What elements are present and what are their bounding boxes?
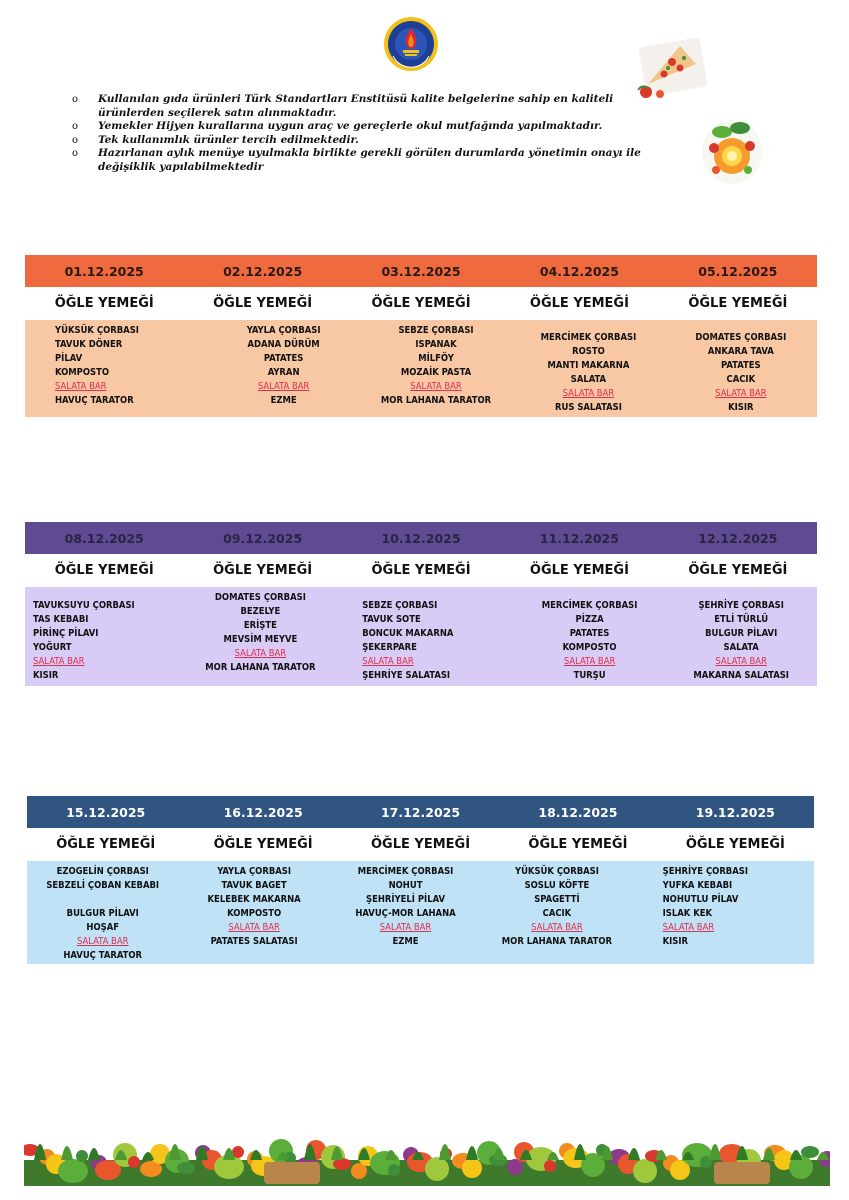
day-menu [336,591,514,686]
notes-list [72,93,652,174]
menu-item: KISIR [662,936,689,947]
menu-item: MİLFÖY [418,353,454,364]
meal-label: ÖĞLE YEMEĞİ [685,837,785,852]
menu-item: RUS SALATASI [554,402,622,413]
day-date: 18.12.2025 [538,804,618,820]
day-menu [633,865,814,964]
menu-item [27,893,178,907]
menu-item: MERCİMEK ÇORBASI [540,332,637,343]
week-3-menu-table [27,796,814,964]
menu-item: TAVUK SOTE [362,614,421,625]
bullet: o [72,94,79,105]
note-text: Kullanılan gıda ürünleri Türk Standartları Enstitüsü kalite belgelerine sahip en kaliteli ürünlerden seçilerek satın alınmaktadır. [98,93,614,119]
menu-item: TURŞU [573,670,606,681]
meal-label: ÖĞLE YEMEĞİ [688,296,788,311]
date-header-row [25,522,817,554]
meal-label: ÖĞLE YEMEĞİ [371,563,471,578]
date-header-row [25,255,817,287]
menu-item: BONCUK MAKARNA [362,628,454,639]
note-text: Tek kullanımlık ürünler tercih edilmektedir. [98,133,359,146]
meal-label: ÖĞLE YEMEĞİ [54,296,154,311]
vegetables-border-illustration-icon [24,1120,830,1186]
menu-item: DOMATES ÇORBASI [695,332,787,343]
menu-item: PİRİNÇ PİLAVI [33,628,99,639]
menu-item: AYRAN [267,367,300,378]
menu-item: SOSLU KÖFTE [524,880,590,891]
menu-item: ŞEKERPARE [362,642,417,653]
date-header-row [27,796,814,828]
menu-item: MOZAİK PASTA [400,367,472,378]
salata-bar-item: SALATA BAR [410,381,462,392]
day-menu [514,591,666,686]
meal-label-row [25,287,817,320]
menu-item: CACIK [542,908,572,919]
salata-bar-item: SALATA BAR [662,922,715,933]
menu-item: YUFKA KEBABI [662,880,733,891]
meal-label-row [27,828,814,861]
salata-bar-item: SALATA BAR [362,656,414,667]
menu-item: EZME [392,936,419,947]
meal-label: ÖĞLE YEMEĞİ [529,563,629,578]
meal-label: ÖĞLE YEMEĞİ [213,563,313,578]
menu-item: SEBZE ÇORBASI [362,600,438,611]
day-date: 17.12.2025 [380,804,461,820]
salata-bar-item: SALATA BAR [76,936,129,947]
bullet: o [72,121,79,132]
salata-bar-item: SALATA BAR [715,388,767,399]
day-menu [360,324,512,417]
menu-item: SEBZE ÇORBASI [398,325,474,336]
menu-item: KELEBEK MAKARNA [207,894,301,905]
salata-bar-item: SALATA BAR [228,922,280,933]
menu-item: CACIK [726,374,756,385]
day-menu [665,591,817,686]
meal-label: ÖĞLE YEMEĞİ [54,563,154,578]
day-menu [27,865,178,964]
salata-bar-item: SALATA BAR [234,648,287,659]
menu-item: PATATES [263,353,304,364]
day-date: 09.12.2025 [223,530,303,546]
salata-bar-item: SALATA BAR [257,381,310,392]
menu-item: SPAGETTİ [534,894,580,905]
menu-item: MOR LAHANA TARATOR [501,936,613,947]
day-menu [665,324,817,417]
menu-item: DOMATES ÇORBASI [214,592,306,603]
menu-item: MERCİMEK ÇORBASI [357,866,454,877]
menu-item: MANTI MAKARNA [547,360,630,371]
menu-item: ŞEHRİYELİ PİLAV [366,894,445,905]
menu-item: ADANA DÜRÜM [247,339,320,350]
salata-bar-item: SALATA BAR [55,381,107,392]
day-date: 01.12.2025 [64,263,144,279]
menu-item: YÜKSÜK ÇORBASI [514,866,599,877]
day-date: 05.12.2025 [698,263,778,279]
salata-bar-item: SALATA BAR [33,656,85,667]
meal-label: ÖĞLE YEMEĞİ [213,837,313,852]
meal-label: ÖĞLE YEMEĞİ [528,837,628,852]
menu-item: EZME [270,395,297,406]
day-date: 16.12.2025 [223,804,303,820]
menu-item: YOĞURT [33,642,72,653]
menu-item: MOR LAHANA TARATOR [205,662,316,673]
day-date: 12.12.2025 [698,530,778,546]
day-date: 08.12.2025 [64,530,144,546]
menu-item: KISIR [33,670,59,681]
note-item [72,120,652,134]
menu-item: KOMPOSTO [227,908,282,919]
salata-bar-item: SALATA BAR [531,922,583,933]
menu-item: MERCİMEK ÇORBASI [541,600,638,611]
day-menu [178,865,329,964]
menu-items-row [25,320,817,417]
menu-item: NOHUT [388,880,423,891]
note-text: Yemekler Hijyen kurallarına uygun araç ve gereçlerle okul mutfağında yapılmaktadır. [98,120,603,132]
note-item [72,147,652,174]
day-date: 10.12.2025 [381,530,461,546]
menu-item: ISPANAK [415,339,457,350]
day-menu [330,865,481,964]
day-menu [512,324,664,417]
day-date: 02.12.2025 [223,263,303,279]
week-1-menu-table [25,255,817,417]
menu-item: YAYLA ÇORBASI [246,325,321,336]
menu-item: PİLAV [55,353,83,364]
menu-item: SEBZELİ ÇOBAN KEBABI [46,880,160,891]
menu-item: KISIR [728,402,754,413]
menu-item: PATATES [569,628,610,639]
salata-bar-item: SALATA BAR [562,388,615,399]
menu-item: HAVUÇ TARATOR [63,950,143,961]
menu-item: BULGUR PİLAVI [66,908,139,919]
day-date: 03.12.2025 [381,263,461,279]
meal-label: ÖĞLE YEMEĞİ [529,296,629,311]
menu-item: ROSTO [572,346,605,357]
menu-item: MAKARNA SALATASI [693,670,789,681]
menu-item: SALATA [723,642,759,653]
note-item [72,93,652,120]
menu-item: ANKARA TAVA [707,346,774,357]
meal-label: ÖĞLE YEMEĞİ [213,296,313,311]
meal-label: ÖĞLE YEMEĞİ [56,837,156,852]
day-menu [481,865,632,964]
menu-item: HAVUÇ-MOR LAHANA [355,908,456,919]
menu-item: BEZELYE [240,606,281,617]
menu-item: PİZZA [575,614,604,625]
school-emblem-icon [383,16,439,72]
menu-item: KOMPOSTO [562,642,617,653]
note-text: Hazırlanan aylık menüye uyulmakla birlikte gerekli görülen durumlarda yönetimin onayı ile değişiklik yapılabilmektedir [98,147,641,173]
menu-item: MOR LAHANA TARATOR [380,395,492,406]
day-menu [185,591,337,686]
note-item [72,134,652,148]
day-menu [25,591,185,686]
bullet: o [72,134,79,146]
meal-label-row [25,554,817,587]
menu-item: TAVUKSUYU ÇORBASI [33,600,135,611]
salata-bar-item: SALATA BAR [379,922,432,933]
menu-item: HOŞAF [86,922,119,933]
day-date: 19.12.2025 [695,804,775,820]
menu-item: TAVUK DÖNER [55,339,123,350]
menu-item: HAVUÇ TARATOR [55,395,134,406]
menu-item: ŞEHRİYE SALATASI [362,670,451,681]
meal-label: ÖĞLE YEMEĞİ [371,296,471,311]
menu-item: ISLAK KEK [662,908,713,919]
menu-items-row [27,861,814,964]
menu-item: ERİŞTE [243,620,277,631]
week-2-menu-table [25,522,817,686]
menu-item: YÜKSÜK ÇORBASI [55,325,139,336]
day-date: 11.12.2025 [539,530,619,546]
menu-item: YAYLA ÇORBASI [217,866,292,877]
menu-item: ŞEHRİYE ÇORBASI [662,866,748,877]
day-menu [9,324,359,417]
menu-item: ETLİ TÜRLÜ [714,614,769,625]
meal-label: ÖĞLE YEMEĞİ [688,563,788,578]
menu-item: TAVUK BAGET [221,880,287,891]
menu-items-row [25,587,817,686]
menu-item: TAS KEBABI [33,614,89,625]
bullet: o [72,148,79,159]
meal-label: ÖĞLE YEMEĞİ [371,837,471,852]
menu-item: MEVSİM MEYVE [223,634,298,645]
day-date: 15.12.2025 [66,804,146,820]
menu-item: PATATES [721,360,761,371]
menu-item: SALATA [570,374,607,385]
salata-bar-item: SALATA BAR [563,656,616,667]
salad-plate-illustration-icon [698,112,766,188]
menu-item: ŞEHRİYE ÇORBASI [698,600,784,611]
menu-item: EZOGELİN ÇORBASI [56,866,149,877]
day-date: 04.12.2025 [539,263,619,279]
menu-item: BULGUR PİLAVI [705,628,778,639]
salata-bar-item: SALATA BAR [715,656,767,667]
menu-item: PATATES SALATASI [210,936,298,947]
menu-item: KOMPOSTO [55,367,110,378]
menu-item: NOHUTLU PİLAV [662,894,739,905]
